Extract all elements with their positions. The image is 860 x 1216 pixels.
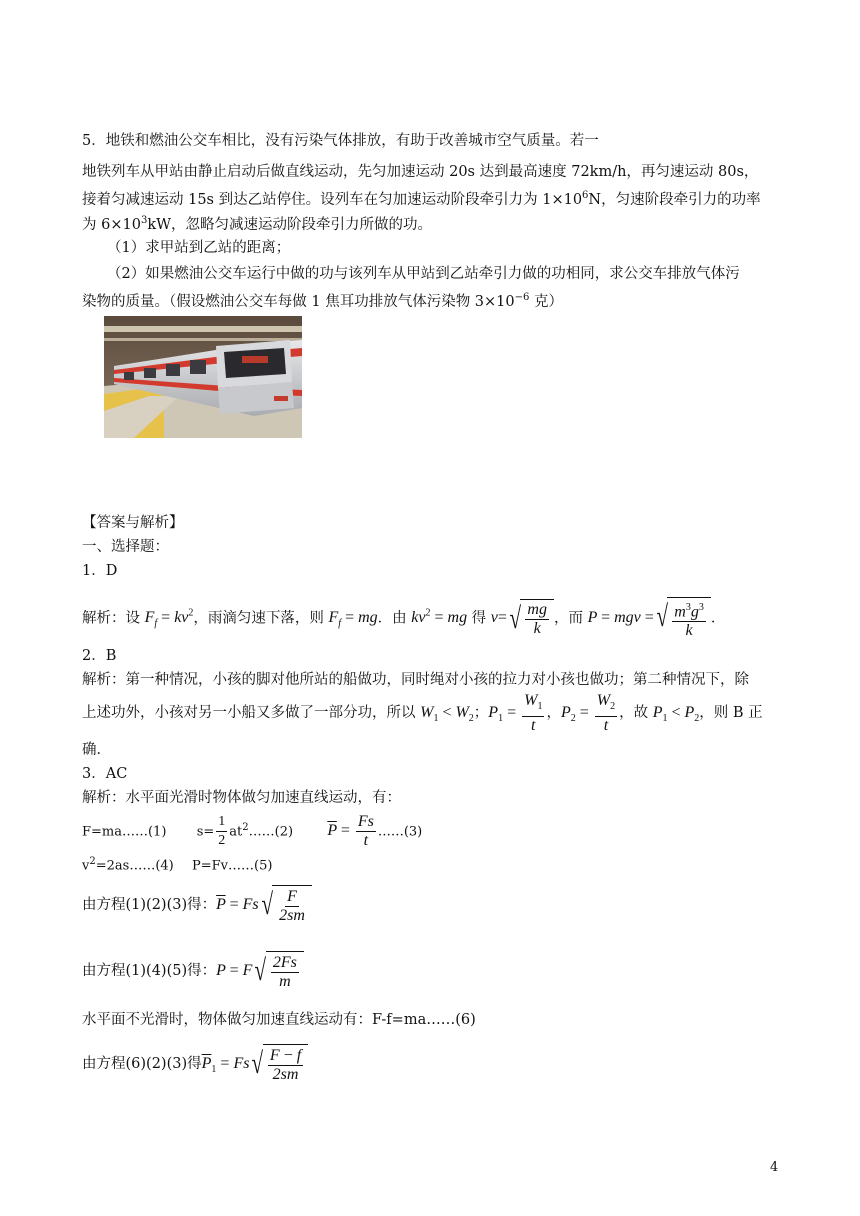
derivation-2: 由方程(1)(4)(5)得：P = F √ $\frac{2Fs}{m}$ (82, 946, 304, 996)
formula-p: P = mgv = √ $\frac{m^3g^3}{k}$ (588, 609, 711, 626)
formula-kv2: $kv^2$ = mg (411, 608, 468, 627)
formula-drag: $F_f = kv^2$ (144, 608, 194, 630)
subway-train-illustration (104, 316, 302, 438)
answer-1-analysis: 解析：设 $F_f = kv^2$，雨滴匀速下落，则 $F_f$ = mg．由 $kv^2$ = mg 得 v= √ $\frac{mg}{k}$ ，而 P = mgv = √ $\frac{m^3g^3}{k}$ ． (82, 592, 725, 647)
answer-2-line-3: 确． (82, 742, 111, 758)
formula-p1: $P_1$ = $\frac{W_1}{t}$ (488, 691, 543, 734)
formula-avg-p-result: $\overline{P} = Fs$ √ $\frac{F}{2sm}$ (216, 896, 312, 913)
q5-line-2: 地铁列车从甲站由静止启动后做直线运动，先匀加速运动 20s 达到最高速度 72km/h，再匀速运动 80s， (82, 164, 759, 180)
q5-subquestion-2-cont: 染物的质量。（假设燃油公交车每做 1 焦耳功排放气体污染物 $3\times 10^{-6}$ 克） (82, 292, 563, 310)
derivation-3: 由方程(6)(2)(3)得$\overline{P}_1 = Fs$ √ $\frac{F - f}{2sm}$ (82, 1038, 308, 1096)
derivation-1: 由方程(1)(2)(3)得：$\overline{P} = Fs$ √ $\frac{F}{2sm}$ (82, 880, 312, 930)
eq-1: F=ma……(1) (82, 824, 167, 840)
section-choice: 一、选择题： (82, 539, 169, 555)
answer-2-line-2: 上述功外，小孩对另一小船又多做了一部分功，所以 $W_1 < W_2$；$P_1$ = $\frac{W_1}{t}$ ，$P_2$ = $\frac{W_2}{t}$ ，故 $P_1 < P_2$，则 B 正 (82, 691, 763, 734)
formula-balance: $F_f$ = mg (328, 609, 378, 630)
answer-2: 2．B (82, 648, 117, 664)
equation-row-2: $v^2=2as\dots\dots(4)$ P=Fv……(5) (82, 856, 273, 874)
q5-subquestion-2: （2）如果燃油公交车运行中做的功与该列车从甲站到乙站牵引力做的功相同，求公交车排放气体污 (107, 266, 740, 282)
q5-line-4: 为 $6\times 10^3kW$，忽略匀减速运动阶段牵引力所做的功。 (82, 215, 433, 233)
formula-p-result: P = F √ $\frac{2Fs}{m}$ (216, 962, 304, 979)
q5-subquestion-1: （1）求甲站到乙站的距离； (107, 240, 291, 256)
subway-train-photo (104, 316, 302, 438)
answer-1: 1．D (82, 563, 118, 579)
q5-line-3: 接着匀减速运动 15s 到达乙站停住。设列车在匀加速运动阶段牵引力为 $1\times 10^6N$，匀速阶段牵引力的功率 (82, 190, 761, 208)
answers-header: 【答案与解析】 (82, 515, 184, 531)
formula-p2: $P_2$ = $\frac{W_2}{t}$ (560, 691, 616, 734)
formula-avg-p1-result: $\overline{P}_1 = Fs$ √ $\frac{F - f}{2sm}$ (202, 1055, 309, 1072)
answer-3: 3．AC (82, 766, 128, 782)
page-number: 4 (770, 1160, 779, 1175)
answer-3-line-1: 解析：水平面光滑时物体做匀加速直线运动，有： (82, 790, 401, 806)
formula-avg-p: $\overline{P}$ = $\frac{Fs}{t}$ (327, 813, 374, 850)
q5-line-1: 5．地铁和燃油公交车相比，没有污染气体排放，有助于改善城市空气质量。若一 (82, 133, 599, 149)
formula-v: v= √ $\frac{mg}{k}$ (491, 609, 554, 626)
answer-2-line-1: 解析：第一种情况，小孩的脚对他所站的船做功，同时绳对小孩的拉力对小孩也做功；第二种情况下，除 (82, 672, 749, 688)
rough-surface-line: 水平面不光滑时，物体做匀加速直线运动有：F-f=ma……(6) (82, 1012, 476, 1028)
formula-p-compare: $P_1 < P_2$ (652, 704, 700, 725)
formula-w-compare: $W_1 < W_2$ (420, 704, 474, 725)
equation-row-1: F=ma……(1) s= $\frac{1}{2}$ $at^2\dots\dots(2) \overline{P}$ = $\frac{Fs}{t}$ ……(3) (82, 813, 423, 850)
